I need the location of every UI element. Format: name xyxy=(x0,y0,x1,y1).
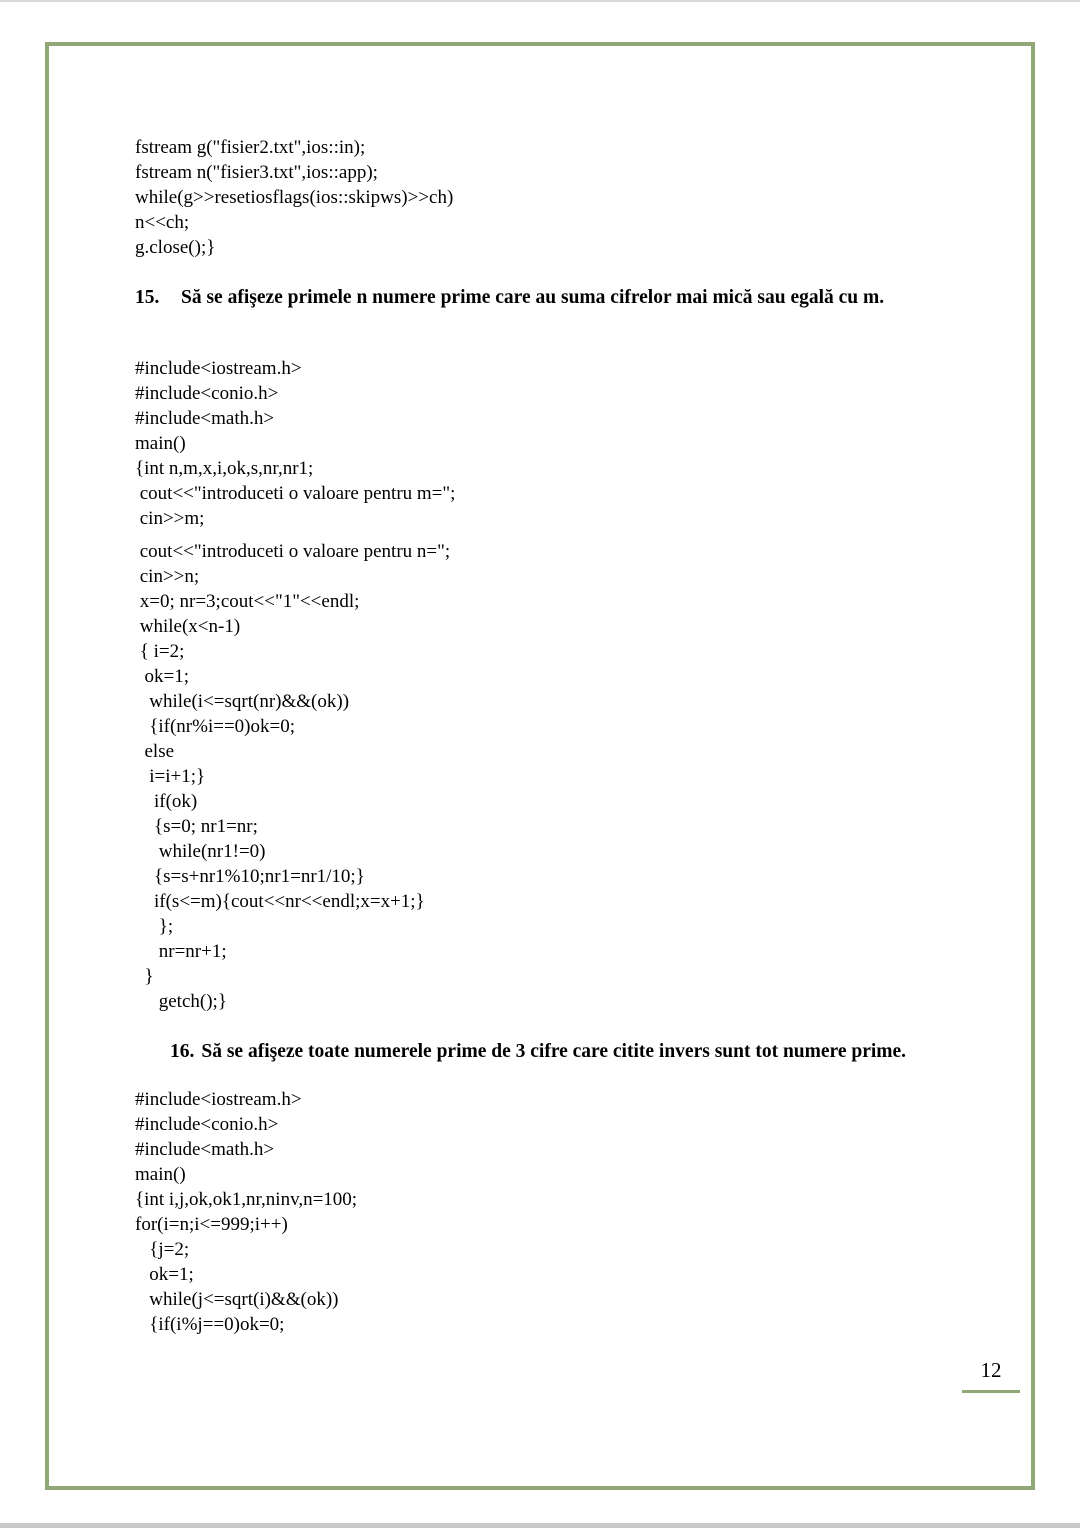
code-line: while(j<=sqrt(i)&&(ok)) xyxy=(135,1289,339,1310)
code-line: else xyxy=(135,741,175,762)
exercise-16-heading xyxy=(170,1041,1025,1063)
code-line: x=0; nr=3;cout<<"1"<<endl; xyxy=(135,591,360,612)
code-line: while(nr1!=0) xyxy=(135,841,266,862)
code-line: main() xyxy=(135,1164,186,1185)
code-line: {int i,j,ok,ok1,nr,ninv,n=100; xyxy=(135,1189,358,1210)
code-line: {int n,m,x,i,ok,s,nr,nr1; xyxy=(135,458,314,479)
exercise-16-title: Să se afişeze toate numerele prime de 3 cifre care citite invers sunt tot numere prime. xyxy=(201,1041,907,1062)
code-line: } xyxy=(135,966,154,987)
exercise-16-number: 16. xyxy=(170,1041,195,1062)
code-line: while(x<n-1) xyxy=(135,616,241,637)
code-line: nr=nr+1; xyxy=(135,941,227,962)
code-block-intro xyxy=(135,135,1025,260)
page-footer xyxy=(962,1358,1020,1393)
code-line xyxy=(135,531,1025,539)
code-line: cin>>n; xyxy=(135,566,200,587)
page-content xyxy=(135,135,1025,1337)
code-line: if(ok) xyxy=(135,791,198,812)
page-number: 12 xyxy=(980,1358,1002,1382)
code-line: #include<math.h> xyxy=(135,408,275,429)
code-line: #include<math.h> xyxy=(135,1139,275,1160)
code-block-exercise-16 xyxy=(135,1087,1025,1337)
code-line: { i=2; xyxy=(135,641,185,662)
code-line: ok=1; xyxy=(135,666,189,687)
code-line: cin>>m; xyxy=(135,508,205,529)
code-line: cout<<"introduceti o valoare pentru n="; xyxy=(135,541,451,562)
code-line: {if(i%j==0)ok=0; xyxy=(135,1314,285,1335)
page-number-underline xyxy=(962,1390,1020,1393)
code-line: }; xyxy=(135,916,174,937)
code-line: g.close();} xyxy=(135,237,216,258)
code-line: for(i=n;i<=999;i++) xyxy=(135,1214,288,1235)
code-line: getch();} xyxy=(135,991,227,1012)
code-line: n<<ch; xyxy=(135,212,190,233)
code-line: {s=0; nr1=nr; xyxy=(135,816,258,837)
exercise-15-number: 15. xyxy=(135,287,160,308)
code-line: fstream g("fisier2.txt",ios::in); xyxy=(135,137,366,158)
code-line: #include<conio.h> xyxy=(135,383,279,404)
code-line: cout<<"introduceti o valoare pentru m="; xyxy=(135,483,456,504)
code-line: #include<conio.h> xyxy=(135,1114,279,1135)
code-line: {s=s+nr1%10;nr1=nr1/10;} xyxy=(135,866,365,887)
code-line: while(i<=sqrt(nr)&&(ok)) xyxy=(135,691,350,712)
exercise-15-title: Să se afişeze primele n numere prime care au suma cifrelor mai mică sau egală cu m. xyxy=(181,287,885,308)
exercise-15-heading xyxy=(135,287,1025,309)
code-line: #include<iostream.h> xyxy=(135,358,302,379)
code-line: #include<iostream.h> xyxy=(135,1089,302,1110)
code-line: while(g>>resetiosflags(ios::skipws)>>ch) xyxy=(135,187,454,208)
code-line: ok=1; xyxy=(135,1264,194,1285)
code-line: {j=2; xyxy=(135,1239,190,1260)
code-line: i=i+1;} xyxy=(135,766,206,787)
code-line: fstream n("fisier3.txt",ios::app); xyxy=(135,162,378,183)
code-line: {if(nr%i==0)ok=0; xyxy=(135,716,295,737)
code-line: main() xyxy=(135,433,186,454)
code-block-exercise-15 xyxy=(135,356,1025,1014)
code-line: if(s<=m){cout<<nr<<endl;x=x+1;} xyxy=(135,891,425,912)
